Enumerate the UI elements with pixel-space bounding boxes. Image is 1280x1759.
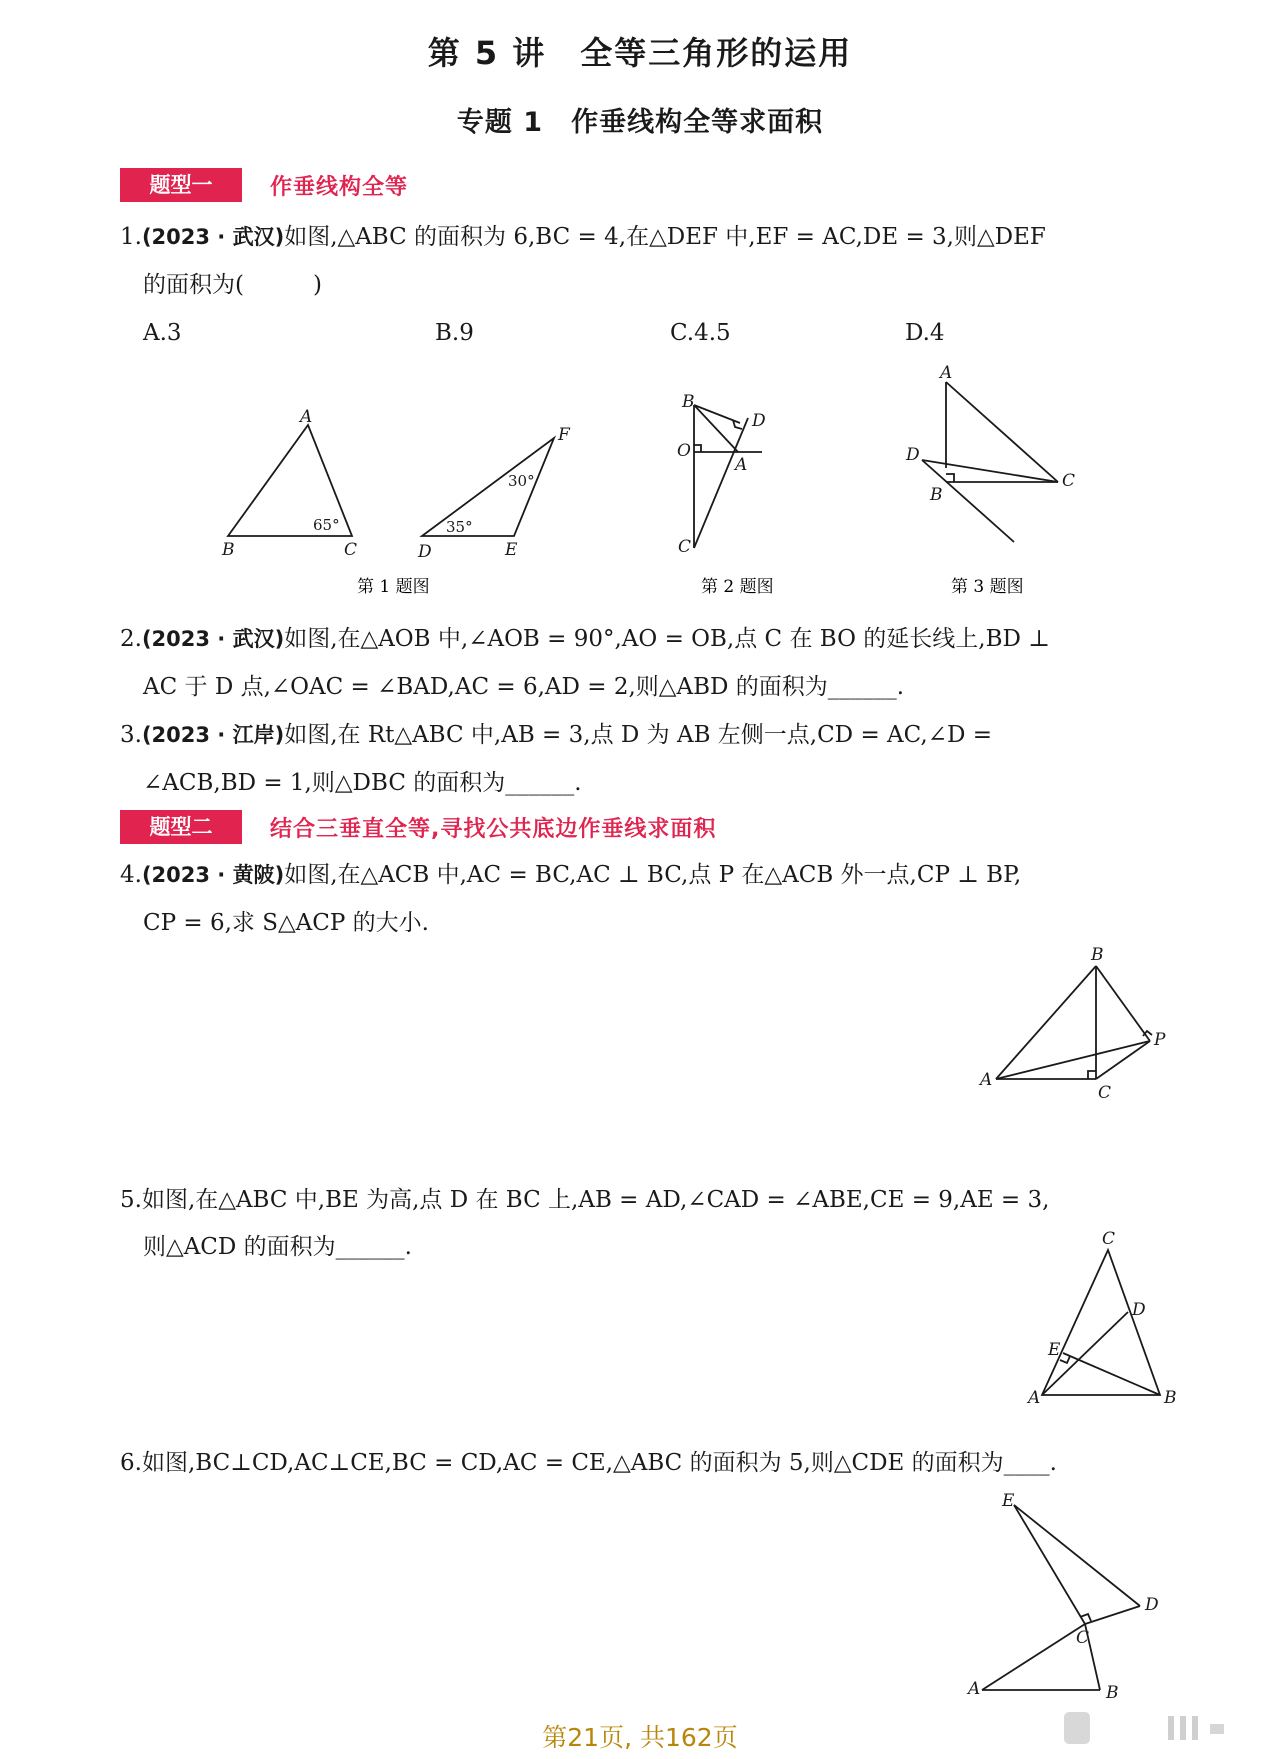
question-number: 3.	[120, 722, 142, 748]
option-c: C.4.5	[670, 320, 731, 346]
toolbar-menu-icon[interactable]	[1160, 1708, 1260, 1748]
caption-fig2: 第 2 题图	[701, 577, 774, 597]
q4-line-ap	[996, 1041, 1150, 1079]
fig1-label-d: D	[418, 542, 432, 562]
question-2-line-2: AC 于 D 点,∠OAC = ∠BAD,AC = 6,AD = 2,则△ABD 的面积为______.	[143, 674, 905, 700]
q6-label-d: D	[1145, 1595, 1159, 1615]
q4-line-ab	[996, 966, 1096, 1079]
question-source: (2023 · 黄陂)	[141, 863, 285, 887]
option-d: D.4	[905, 320, 945, 346]
option-b: B.9	[435, 320, 474, 346]
section-header-1	[120, 168, 408, 202]
fig2-label-c: C	[678, 537, 692, 557]
q4-label-b: B	[1091, 945, 1104, 965]
q5-line-be	[1063, 1353, 1160, 1395]
question-number: 2.	[120, 626, 142, 652]
page-indicator: 第21页, 共162页	[542, 1723, 738, 1752]
section-title: 结合三垂直全等,寻找公共底边作垂线求面积	[270, 816, 717, 842]
option-a: A.3	[143, 320, 182, 346]
question-number: 6.	[120, 1450, 142, 1476]
question-number: 4.	[120, 862, 142, 888]
fig2-label-d: D	[752, 411, 766, 431]
q5-label-d: D	[1132, 1300, 1146, 1320]
lecture-title: 第 5 讲 全等三角形的运用	[427, 34, 853, 72]
fig1-label-e: E	[505, 540, 518, 560]
page-nav-icon[interactable]	[1060, 1708, 1096, 1748]
question-text: 如图,在△ABC 中,BE 为高,点 D 在 BC 上,AB = AD,∠CAD = ∠ABE,CE = 9,AE = 3,	[141, 1187, 1050, 1213]
figures-row	[0, 360, 1280, 605]
section-tag: 题型二	[120, 810, 242, 844]
question-5-line-1	[120, 1185, 1049, 1215]
q6-line-ed	[1014, 1505, 1140, 1606]
q4-label-a: A	[980, 1070, 993, 1090]
question-6-line	[120, 1448, 1057, 1478]
fig3-label-c: C	[1062, 471, 1076, 491]
q5-label-e: E	[1048, 1340, 1061, 1360]
q6-label-e: E	[1002, 1491, 1015, 1511]
q5-triangle-abc	[1042, 1250, 1160, 1395]
question-text: 如图,BC⊥CD,AC⊥CE,BC = CD,AC = CE,△ABC 的面积为 5,则△CDE 的面积为____.	[141, 1450, 1057, 1476]
fig1-label-f: F	[558, 425, 570, 445]
fig1-label-c: C	[344, 540, 358, 560]
question-text: 如图,在△ACB 中,AC = BC,AC ⊥ BC,点 P 在△ACB 外一点,CP ⊥ BP,	[284, 862, 1022, 888]
fig1-label-b: B	[222, 540, 235, 560]
q5-label-c: C	[1102, 1230, 1116, 1249]
fig1-angle-35: 35°	[446, 518, 473, 536]
question-2-line-1	[120, 624, 1050, 654]
fig1-angle-65: 65°	[313, 516, 340, 534]
fig2-line-cd	[694, 418, 748, 548]
fig3-label-d: D	[906, 445, 920, 465]
question-4-line-1	[120, 860, 1021, 890]
question-1-line-1	[120, 222, 1046, 252]
question-1-line-2: 的面积为( )	[143, 272, 322, 298]
question-source: (2023 · 武汉)	[141, 627, 285, 651]
question-source: (2023 · 武汉)	[141, 225, 285, 249]
question-text: 如图,在△AOB 中,∠AOB = 90°,AO = OB,点 C 在 BO 的延长线上,BD ⊥	[284, 626, 1050, 652]
q5-label-b: B	[1164, 1388, 1177, 1408]
caption-fig1: 第 1 题图	[357, 577, 430, 597]
q6-label-b: B	[1106, 1683, 1119, 1700]
fig3-label-b: B	[930, 485, 943, 505]
caption-fig3: 第 3 题图	[951, 577, 1024, 597]
q4-line-bp	[1096, 966, 1150, 1041]
question-number: 5.	[120, 1187, 142, 1213]
fig3-right-angle-b	[946, 474, 954, 482]
q5-label-a: A	[1028, 1388, 1041, 1408]
figure-q6	[950, 1490, 1180, 1700]
question-text: 如图,△ABC 的面积为 6,BC = 4,在△DEF 中,EF = AC,DE = 3,则△DEF	[284, 224, 1046, 250]
fig3-label-a: A	[940, 363, 953, 383]
question-3-line-1	[120, 720, 992, 750]
fig2-label-b: B	[682, 392, 695, 412]
q4-label-c: C	[1098, 1083, 1112, 1100]
q4-line-cp	[1096, 1041, 1150, 1079]
fig2-right-angle-o	[694, 445, 701, 452]
question-text: 如图,在 Rt△ABC 中,AB = 3,点 D 为 AB 左侧一点,CD = AC,∠D =	[284, 722, 993, 748]
q4-label-p: P	[1154, 1030, 1166, 1050]
fig2-label-a: A	[735, 455, 748, 475]
topic-title: 专题 1 作垂线构全等求面积	[456, 107, 824, 138]
q6-line-ac	[982, 1624, 1085, 1690]
figure-q4	[960, 940, 1180, 1100]
q6-label-a: A	[968, 1679, 981, 1699]
section-tag: 题型一	[120, 168, 242, 202]
question-4-line-2: CP = 6,求 S△ACP 的大小.	[143, 910, 429, 936]
fig2-label-o: O	[677, 441, 691, 461]
q6-label-c: C	[1076, 1628, 1090, 1648]
q4-right-angle-c	[1088, 1071, 1096, 1079]
section-header-2	[120, 810, 716, 844]
question-3-line-2: ∠ACB,BD = 1,则△DBC 的面积为______.	[143, 770, 582, 796]
fig1-angle-30: 30°	[508, 472, 535, 490]
figure-q5	[1020, 1230, 1180, 1410]
question-5-line-2: 则△ACD 的面积为______.	[143, 1234, 412, 1260]
section-title: 作垂线构全等	[270, 174, 409, 200]
q6-line-cd	[1085, 1606, 1140, 1624]
question-number: 1.	[120, 224, 142, 250]
question-source: (2023 · 江岸)	[141, 723, 285, 747]
q5-right-angle-e	[1060, 1356, 1070, 1363]
fig1-label-a: A	[300, 407, 313, 427]
